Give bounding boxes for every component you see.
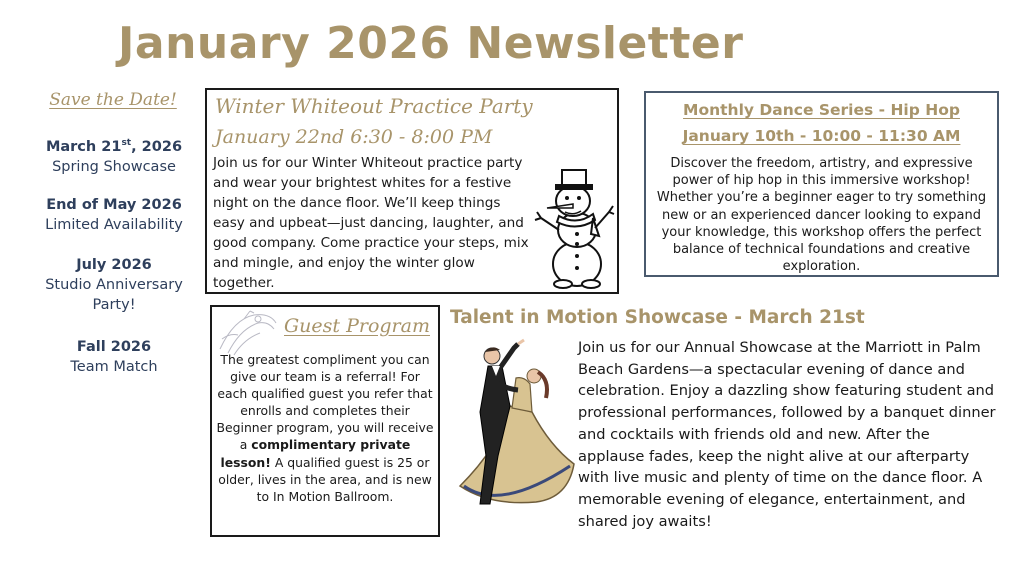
save-the-date-heading: Save the Date! [49,90,177,110]
ballroom-dancers-icon [440,336,578,514]
newsletter-title: January 2026 Newsletter [118,18,744,69]
winter-party-title: Winter Whiteout Practice Party [215,94,533,118]
showcase-title: Talent in Motion Showcase - March 21st [450,307,865,328]
dancer-sketch-icon [214,309,284,357]
snowman-icon [533,168,615,290]
hiphop-series-box [644,91,999,277]
event-date: July 2026 [76,257,152,273]
guest-program-box [210,305,440,537]
event-desc: Limited Availability [45,217,183,233]
event-desc: Team Match [70,359,158,375]
guest-program-title: Guest Program [284,315,430,337]
event-date: Fall 2026 [76,339,152,355]
hiphop-time: January 10th - 10:00 - 11:30 AM [682,127,961,145]
winter-party-box [205,88,619,294]
event-date: End of May 2026 [46,197,182,213]
event-item [30,195,198,235]
event-desc: Spring Showcase [52,158,176,175]
event-item [40,255,188,315]
winter-party-time: January 22nd 6:30 - 8:00 PM [215,126,493,148]
showcase-body: Join us for our Annual Showcase at the Marriott in Palm Beach Gardens—a spectacular evening of dance and celebration. Enjoy a dazzling show featuring student and professional performances, followed by a banquet dinner and cocktails with friends old and new. After the applause fades, keep the night alive at our afterparty with live music and plenty of time on the dance floor. A memorable evening of elegance, entertainment, and shared joy awaits! [578,339,996,530]
event-desc: Studio Anniversary Party! [45,277,183,313]
event-item [30,337,198,377]
guest-program-body: The greatest compliment you can give our team is a referral! For each qualified guest you refer that enrolls and completes their Beginner program, you will receive a complimentary private lesson! A qualified guest is 25 or older, lives in the area, and is new to In Motion Ballroom. [216,352,434,504]
event-date: March 21st, 2026 [45,138,183,155]
hiphop-body: Discover the freedom, artistry, and expressive power of hip hop in this immersive workshop! Whether you’re a beginner eager to try something new or an experienced dancer looking to expand your knowledge, this workshop offers the perfect balance of technical foundations and creative exploration. [656,156,987,275]
winter-party-body: Join us for our Winter Whiteout practice party and wear your brightest whites for a festive night on the dance floor. We’ll keep things easy and upbeat—just dancing, laughter, and good company. Come practice your steps, mix and mingle, and enjoy the winter glow together. [213,155,529,291]
event-item [30,133,198,177]
hiphop-title: Monthly Dance Series - Hip Hop [683,101,960,119]
